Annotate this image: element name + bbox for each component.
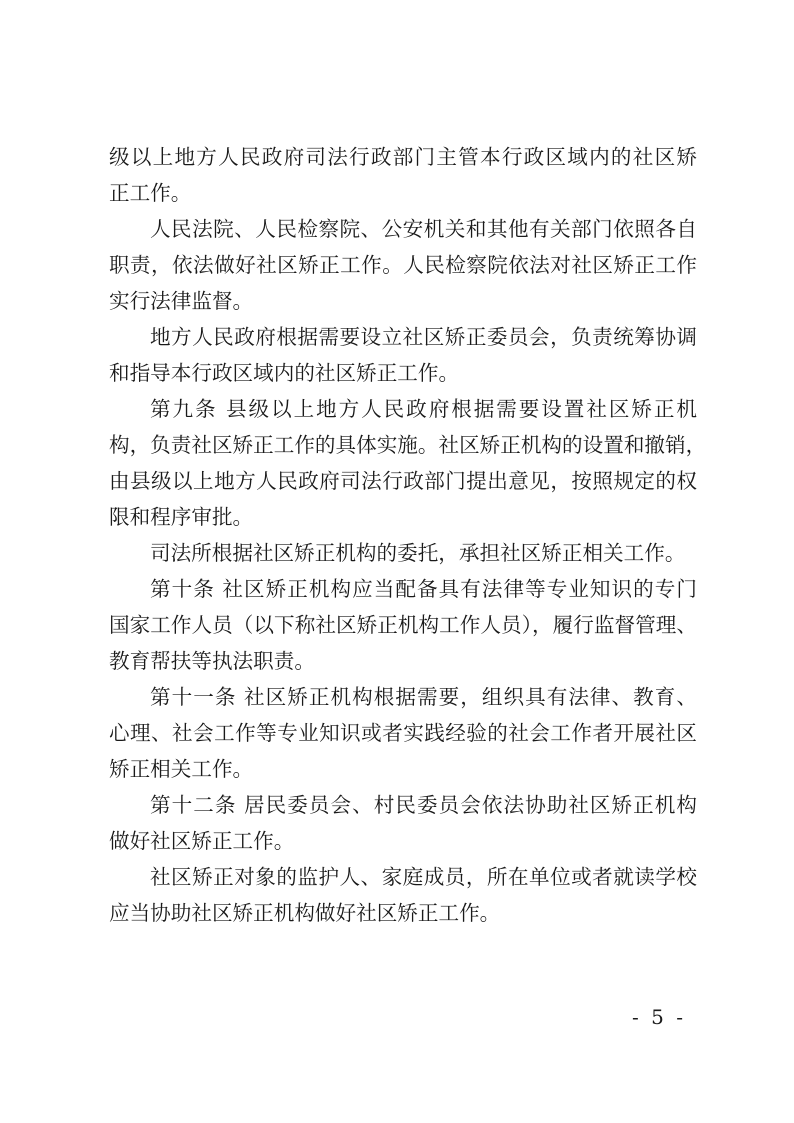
text-line: 司法所根据社区矫正机构的委托，承担社区矫正相关工作。 (150, 541, 686, 565)
article-9-line: 第九条 县级以上地方人民政府根据需要设置社区矫正机 (150, 397, 697, 421)
text-line: 级以上地方人民政府司法行政部门主管本行政区域内的社区矫 (109, 145, 697, 169)
text-line: 限和程序审批。 (109, 505, 254, 529)
text-line: 地方人民政府根据需要设立社区矫正委员会，负责统筹协调 (150, 325, 697, 349)
text-line: 应当协助社区矫正机构做好社区矫正工作。 (109, 901, 501, 925)
text-line: 矫正相关工作。 (109, 757, 254, 781)
text-line: 心理、社会工作等专业知识或者实践经验的社会工作者开展社区 (109, 721, 697, 745)
page-number: - 5 - (632, 1005, 686, 1029)
article-11-line: 第十一条 社区矫正机构根据需要，组织具有法律、教育、 (150, 685, 697, 709)
text-line: 实行法律监督。 (109, 289, 254, 313)
text-line: 正工作。 (109, 181, 192, 205)
text-line: 由县级以上地方人民政府司法行政部门提出意见，按照规定的权 (109, 469, 697, 493)
text-line: 教育帮扶等执法职责。 (109, 649, 315, 673)
text-line: 职责，依法做好社区矫正工作。人民检察院依法对社区矫正工作 (109, 253, 697, 277)
text-line: 国家工作人员（以下称社区矫正机构工作人员），履行监督管理、 (109, 613, 697, 637)
text-line: 做好社区矫正工作。 (109, 829, 295, 853)
text-line: 和指导本行政区域内的社区矫正工作。 (109, 361, 460, 385)
document-body (109, 139, 707, 931)
text-line: 社区矫正对象的监护人、家庭成员，所在单位或者就读学校 (150, 865, 697, 889)
article-12-line: 第十二条 居民委员会、村民委员会依法协助社区矫正机构 (150, 793, 697, 817)
text-line: 人民法院、人民检察院、公安机关和其他有关部门依照各自 (150, 217, 697, 241)
text-line: 构，负责社区矫正工作的具体实施。社区矫正机构的设置和撤销， (109, 433, 707, 457)
article-10-line: 第十条 社区矫正机构应当配备具有法律等专业知识的专门 (150, 577, 697, 601)
